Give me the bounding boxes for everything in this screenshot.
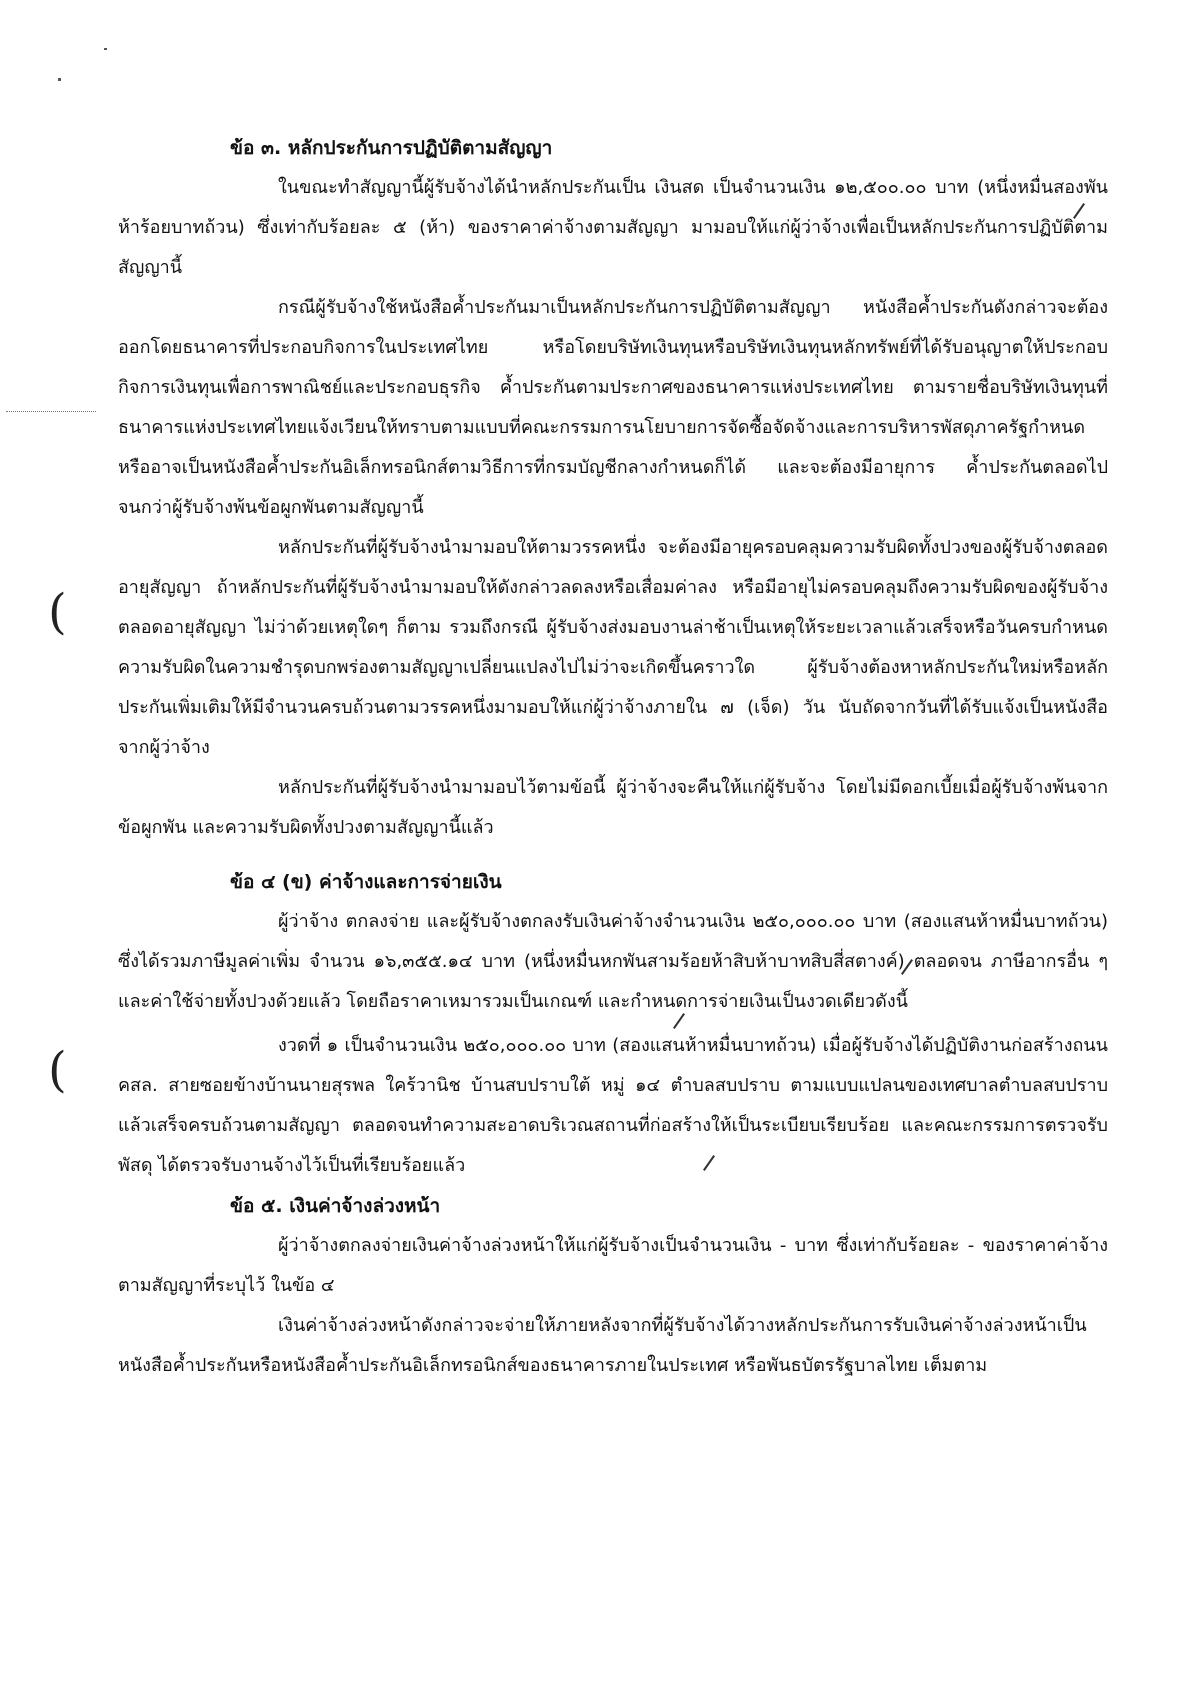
scan-speck	[58, 78, 61, 81]
clause-3-paragraph-4: หลักประกันที่ผู้รับจ้างนำมามอบไว้ตามข้อนี้ ผู้ว่าจ้างจะคืนให้แก่ผู้รับจ้าง โดยไม่มีดอกเบี้ยเมื่อผู้รับจ้างพ้นจากข้อผูกพัน และความรับผิดทั้งปวงตามสัญญานี้แล้ว	[118, 777, 1108, 838]
clause-4-heading: ข้อ ๔ (ข) ค่าจ้างและการจ่ายเงิน	[230, 871, 502, 893]
clause-5-paragraph-2: เงินค่าจ้างล่วงหน้าดังกล่าวจะจ่ายให้ภายหลังจากที่ผู้รับจ้างได้วางหลักประกันการรับเงินค่าจ้างล่วงหน้าเป็นหนังสือค้ำประกันหรือหนังสือค้ำประกันอิเล็กทรอนิกส์ของธนาคารภายในประเทศ หรือพันธบัตรรัฐบาลไทย เต็มตาม	[118, 1315, 1087, 1376]
margin-dotted-line	[6, 411, 96, 412]
binding-hole-mark: (	[48, 584, 67, 640]
binding-hole-mark: (	[48, 1042, 67, 1098]
clause-4-paragraph-2: งวดที่ ๑ เป็นจำนวนเงิน ๒๕๐,๐๐๐.๐๐ บาท (สองแสนห้าหมื่นบาทถ้วน) เมื่อผู้รับจ้างได้ปฏิบัติงานก่อสร้างถนน คสล. สายซอยข้างบ้านนายสุรพล ใคร้วานิช บ้านสบปราบใต้ หมู่ ๑๔ ตำบลสบปราบ ตามแบบแปลนของเทศบาลตำบลสบปราบ แล้วเสร็จครบถ้วนตามสัญญา ตลอดจนทำความสะอาดบริเวณสถานที่ก่อสร้างให้เป็นระเบียบเรียบร้อย และคณะกรรมการตรวจรับพัสดุ ได้ตรวจรับงานจ้างไว้เป็นที่เรียบร้อยแล้ว	[118, 1035, 1108, 1176]
clause-3-heading: ข้อ ๓. หลักประกันการปฏิบัติตามสัญญา	[230, 137, 553, 159]
clause-3-paragraph-2: กรณีผู้รับจ้างใช้หนังสือค้ำประกันมาเป็นหลักประกันการปฏิบัติตามสัญญา หนังสือค้ำประกันดังกล่าวจะต้องออกโดยธนาคารที่ประกอบกิจการในประเทศไทย หรือโดยบริษัทเงินทุนหรือบริษัทเงินทุนหลักทรัพย์ที่ได้รับอนุญาตให้ประกอบกิจการเงินทุนเพื่อการพาณิชย์และประกอบธุรกิจ ค้ำประกันตามประกาศของธนาคารแห่งประเทศไทย ตามรายชื่อบริษัทเงินทุนที่ธนาคารแห่งประเทศไทยแจ้งเวียนให้ทราบตามแบบที่คณะกรรมการนโยบายการจัดซื้อจัดจ้างและการบริหารพัสดุภาครัฐกำหนดหรืออาจเป็นหนังสือค้ำประกันอิเล็กทรอนิกส์ตามวิธีการที่กรมบัญชีกลางกำหนดก็ได้ และจะต้องมีอายุการ ค้ำประกันตลอดไปจนกว่าผู้รับจ้างพ้นข้อผูกพันตามสัญญานี้	[118, 297, 1108, 518]
clause-4-paragraph-1: ผู้ว่าจ้าง ตกลงจ่าย และผู้รับจ้างตกลงรับเงินค่าจ้างจำนวนเงิน ๒๕๐,๐๐๐.๐๐ บาท (สองแสนห้าหมื่นบาทถ้วน) ซึ่งได้รวมภาษีมูลค่าเพิ่ม จำนวน ๑๖,๓๕๕.๑๔ บาท (หนึ่งหมื่นหกพันสามร้อยห้าสิบห้าบาทสิบสี่สตางค์) ตลอดจน ภาษีอากรอื่น ๆ และค่าใช้จ่ายทั้งปวงด้วยแล้ว โดยถือราคาเหมารวมเป็นเกณฑ์ และกำหนดการจ่ายเงินเป็นงวดเดียวดังนี้	[118, 911, 1108, 1012]
clause-3-paragraph-3: หลักประกันที่ผู้รับจ้างนำมามอบให้ตามวรรคหนึ่ง จะต้องมีอายุครอบคลุมความรับผิดทั้งปวงของผู้รับจ้างตลอดอายุสัญญา ถ้าหลักประกันที่ผู้รับจ้างนำมามอบให้ดังกล่าวลดลงหรือเสื่อมค่าลง หรือมีอายุไม่ครอบคลุมถึงความรับผิดของผู้รับจ้างตลอดอายุสัญญา ไม่ว่าด้วยเหตุใดๆ ก็ตาม รวมถึงกรณี ผู้รับจ้างส่งมอบงานล่าช้าเป็นเหตุให้ระยะเวลาแล้วเสร็จหรือวันครบกำหนดความรับผิดในความชำรุดบกพร่องตามสัญญาเปลี่ยนแปลงไปไม่ว่าจะเกิดขึ้นคราวใด ผู้รับจ้างต้องหาหลักประกันใหม่หรือหลักประกันเพิ่มเติมให้มีจำนวนครบถ้วนตามวรรคหนึ่งมามอบให้แก่ผู้ว่าจ้างภายใน ๗ (เจ็ด) วัน นับถัดจากวันที่ได้รับแจ้งเป็นหนังสือจากผู้ว่าจ้าง	[118, 537, 1108, 758]
document-body	[118, 128, 1108, 1386]
clause-3-paragraph-1: ในขณะทำสัญญานี้ผู้รับจ้างได้นำหลักประกันเป็น เงินสด เป็นจำนวนเงิน ๑๒,๕๐๐.๐๐ บาท (หนึ่งหมื่นสองพันห้าร้อยบาทถ้วน) ซึ่งเท่ากับร้อยละ ๕ (ห้า) ของราคาค่าจ้างตามสัญญา มามอบให้แก่ผู้ว่าจ้างเพื่อเป็นหลักประกันการปฏิบัติตามสัญญานี้	[118, 177, 1108, 278]
clause-5-paragraph-1: ผู้ว่าจ้างตกลงจ่ายเงินค่าจ้างล่วงหน้าให้แก่ผู้รับจ้างเป็นจำนวนเงิน - บาท ซึ่งเท่ากับร้อยละ - ของราคาค่าจ้าง ตามสัญญาที่ระบุไว้ ในข้อ ๔	[118, 1235, 1108, 1296]
clause-5-heading: ข้อ ๕. เงินค่าจ้างล่วงหน้า	[230, 1195, 441, 1217]
scan-speck	[104, 48, 107, 50]
